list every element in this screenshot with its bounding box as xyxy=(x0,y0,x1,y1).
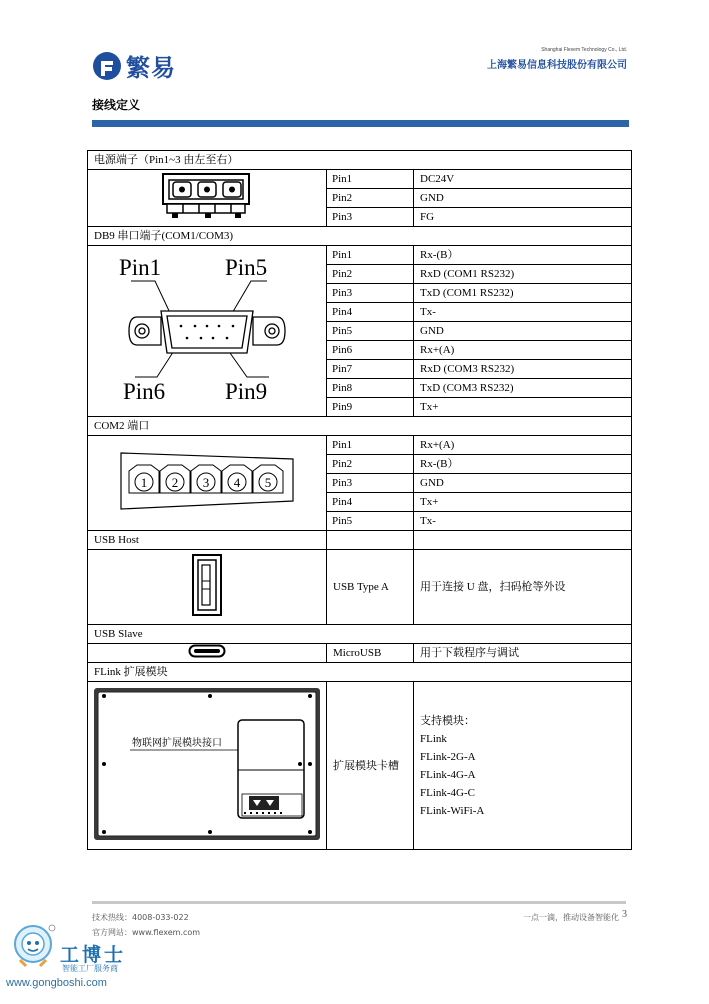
footer-hotline: 技术热线：4008-033-022 xyxy=(92,913,189,922)
com2-def: Rx+(A) xyxy=(414,436,632,455)
com2-diagram xyxy=(88,436,327,531)
footer-slogan: 一点一滴，推动设备智能化 xyxy=(523,913,619,922)
db9-pin: Pin4 xyxy=(327,303,414,322)
wiring-table xyxy=(87,150,632,850)
section-title: 接线定义 xyxy=(92,98,141,112)
db9-def: Rx+(A) xyxy=(414,341,632,360)
com2-def: Rx-(B） xyxy=(414,455,632,474)
flink-diagram-label: 物联网扩展模块接口 xyxy=(132,737,222,749)
power-pin: Pin2 xyxy=(327,189,414,208)
page-number: 3 xyxy=(622,909,627,920)
watermark-url[interactable]: www.gongboshi.com xyxy=(6,977,107,989)
usb-slave-heading: USB Slave xyxy=(88,625,632,644)
power-def: FG xyxy=(414,208,632,227)
db9-pin: Pin6 xyxy=(327,341,414,360)
db9-def: GND xyxy=(414,322,632,341)
com2-pin: Pin5 xyxy=(327,512,414,531)
usb-slave-type: MicroUSB xyxy=(327,644,414,663)
db9-def: RxD (COM1 RS232) xyxy=(414,265,632,284)
db9-diagram xyxy=(88,246,327,417)
flexem-logo-icon xyxy=(92,51,122,81)
db9-def: RxD (COM3 RS232) xyxy=(414,360,632,379)
micro-usb-icon xyxy=(188,644,226,658)
flink-modules-title: 支持模块： xyxy=(420,714,475,727)
db9-pin: Pin5 xyxy=(327,322,414,341)
db9-def: Rx-(B） xyxy=(414,246,632,265)
db9-pin: Pin2 xyxy=(327,265,414,284)
com2-def: Tx- xyxy=(414,512,632,531)
flink-image xyxy=(88,682,327,850)
db9-pin: Pin3 xyxy=(327,284,414,303)
flink-module-item: FLink-4G-A xyxy=(420,768,476,781)
com2-num-2: 2 xyxy=(171,475,179,490)
usb-host-type: USB Type A xyxy=(327,550,414,625)
usb-host-desc: 用于连接 U 盘，扫码枪等外设 xyxy=(414,550,632,625)
com2-def: GND xyxy=(414,474,632,493)
flink-module-item: FLink-2G-A xyxy=(420,750,476,763)
footer-website[interactable]: 官方网站：www.flexem.com xyxy=(92,928,201,937)
power-def: GND xyxy=(414,189,632,208)
brand-name: 繁易 xyxy=(126,54,176,82)
com2-heading: COM2 端口 xyxy=(88,417,632,436)
db9-label-pin6: Pin6 xyxy=(123,379,166,404)
com2-num-3: 3 xyxy=(202,475,210,490)
flink-modules xyxy=(414,682,632,850)
db9-pin: Pin1 xyxy=(327,246,414,265)
robot-mascot-icon xyxy=(8,922,58,976)
db9-def: TxD (COM1 RS232) xyxy=(414,284,632,303)
watermark-subtitle: 智能工厂服务商 xyxy=(62,964,118,973)
com2-pin: Pin1 xyxy=(327,436,414,455)
power-heading: 电源端子（Pin1~3 由左至右） xyxy=(88,151,632,170)
com2-pin: Pin4 xyxy=(327,493,414,512)
flink-heading: FLink 扩展模块 xyxy=(88,663,632,682)
flink-panel-rear-icon xyxy=(92,686,322,842)
com2-num-1: 1 xyxy=(140,475,148,490)
com2-num-5: 5 xyxy=(264,475,272,490)
footer-divider xyxy=(92,901,626,904)
company-name-en: Shanghai Flexem Technology Co., Ltd. xyxy=(541,47,627,53)
com2-def: Tx+ xyxy=(414,493,632,512)
power-pin: Pin3 xyxy=(327,208,414,227)
db9-pin: Pin9 xyxy=(327,398,414,417)
power-def: DC24V xyxy=(414,170,632,189)
db9-def: TxD (COM3 RS232) xyxy=(414,379,632,398)
usb-host-heading-blank xyxy=(327,531,414,550)
db9-label-pin1: Pin1 xyxy=(119,255,162,280)
db9-label-pin5: Pin5 xyxy=(225,255,268,280)
usb-slave-desc: 用于下载程序与调试 xyxy=(414,644,632,663)
db9-def: Tx+ xyxy=(414,398,632,417)
company-name-cn: 上海繁易信息科技股份有限公司 xyxy=(487,60,627,71)
db9-def: Tx- xyxy=(414,303,632,322)
db9-heading: DB9 串口端子(COM1/COM3) xyxy=(88,227,632,246)
flink-module-item: FLink xyxy=(420,732,447,745)
db9-label-pin9: Pin9 xyxy=(225,379,268,404)
title-divider xyxy=(92,120,629,127)
usb-host-heading-blank xyxy=(414,531,632,550)
usb-host-image xyxy=(88,550,327,625)
usb-type-a-icon xyxy=(189,553,225,617)
flink-module-item: FLink-WiFi-A xyxy=(420,804,485,817)
power-pin: Pin1 xyxy=(327,170,414,189)
watermark-name: 工博士 xyxy=(60,944,127,966)
com2-pin: Pin3 xyxy=(327,474,414,493)
db9-connector-icon xyxy=(107,249,307,409)
power-terminal-icon xyxy=(161,172,253,220)
usb-slave-image xyxy=(88,644,327,663)
com2-pin: Pin2 xyxy=(327,455,414,474)
power-terminal-image xyxy=(88,170,327,227)
com2-connector-icon xyxy=(119,449,295,513)
db9-pin: Pin8 xyxy=(327,379,414,398)
flink-module-item: FLink-4G-C xyxy=(420,786,475,799)
com2-num-4: 4 xyxy=(233,475,241,490)
db9-pin: Pin7 xyxy=(327,360,414,379)
usb-host-heading: USB Host xyxy=(88,531,327,550)
flink-slot: 扩展模块卡槽 xyxy=(327,682,414,850)
